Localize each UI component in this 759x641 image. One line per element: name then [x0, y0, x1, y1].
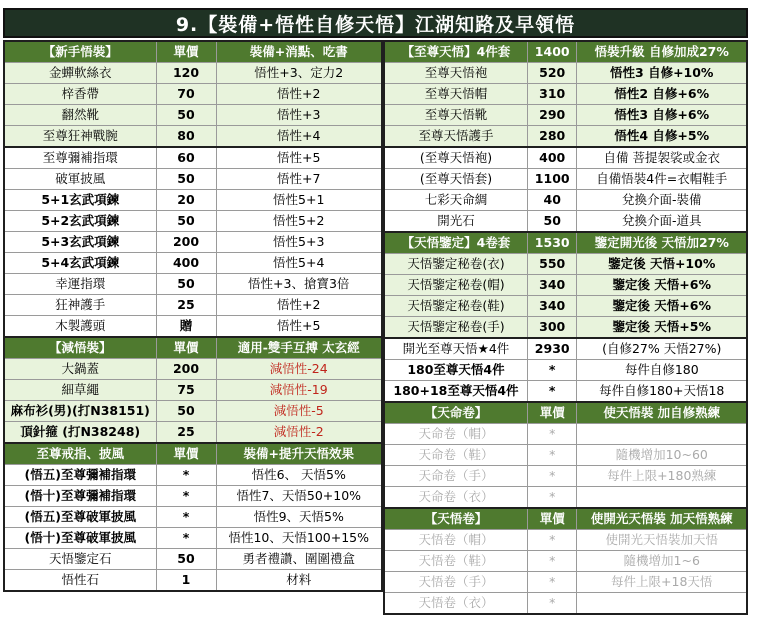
item-name-cell[interactable]: 金蟬軟絲衣 — [4, 63, 156, 84]
price-cell[interactable]: 280 — [527, 126, 577, 148]
price-cell[interactable]: 1 — [156, 570, 216, 592]
price-cell[interactable]: * — [527, 551, 577, 572]
table-row — [384, 105, 747, 126]
item-name-cell[interactable]: 頂針箍 (打N38248) — [4, 422, 156, 444]
price-cell[interactable]: 550 — [527, 254, 577, 275]
effect-cell[interactable]: 悟性4 自修+5% — [577, 126, 747, 148]
effect-cell[interactable]: 兌換介面-裝備 — [577, 190, 747, 211]
price-cell[interactable]: 1100 — [527, 169, 577, 190]
effect-cell[interactable]: 悟性10、天悟100+15% — [216, 528, 382, 549]
item-name-cell[interactable]: 七彩天命綢 — [384, 190, 527, 211]
price-cell[interactable]: 50 — [527, 211, 577, 233]
effect-cell[interactable]: 悟性+5 — [216, 147, 382, 169]
table-row — [4, 147, 382, 169]
header-cell[interactable]: 單價 — [156, 337, 216, 359]
item-name-cell[interactable]: 天悟卷（衣） — [384, 593, 527, 615]
section-header — [4, 443, 382, 465]
price-cell[interactable]: 75 — [156, 380, 216, 401]
header-cell[interactable]: 單價 — [156, 41, 216, 63]
effect-cell[interactable]: 使開光天悟裝加天悟 — [577, 530, 747, 551]
price-cell[interactable]: * — [527, 466, 577, 487]
effect-cell[interactable]: 悟性+2 — [216, 295, 382, 316]
table-row — [4, 486, 382, 507]
price-cell[interactable]: 400 — [156, 253, 216, 274]
effect-cell[interactable]: 悟性5+1 — [216, 190, 382, 211]
effect-cell[interactable]: 兌換介面-道具 — [577, 211, 747, 233]
item-name-cell[interactable]: (悟十)至尊破軍披風 — [4, 528, 156, 549]
table-row — [4, 295, 382, 316]
table-row — [4, 401, 382, 422]
effect-cell[interactable]: 每件自修180+天悟18 — [577, 381, 747, 403]
header-cell[interactable]: 單價 — [156, 443, 216, 465]
price-cell[interactable]: * — [156, 507, 216, 528]
effect-cell[interactable]: 悟性6、 天悟5% — [216, 465, 382, 486]
item-name-cell[interactable]: 天悟卷（鞋） — [384, 551, 527, 572]
table-row — [384, 572, 747, 593]
table-row — [384, 381, 747, 403]
table-row — [384, 593, 747, 615]
price-cell[interactable]: 200 — [156, 232, 216, 253]
price-cell[interactable]: * — [527, 530, 577, 551]
item-name-cell[interactable]: 天悟鑒定秘卷(手) — [384, 317, 527, 339]
effect-cell[interactable]: 悟性3 自修+10% — [577, 63, 747, 84]
item-name-cell[interactable]: 幸運指環 — [4, 274, 156, 295]
item-name-cell[interactable]: (至尊天悟套) — [384, 169, 527, 190]
price-cell[interactable]: 2930 — [527, 338, 577, 360]
table-row — [4, 549, 382, 570]
effect-cell[interactable]: 悟性7、天悟50+10% — [216, 486, 382, 507]
left-price-table — [3, 40, 383, 592]
price-cell[interactable]: * — [527, 487, 577, 509]
table-row — [4, 380, 382, 401]
price-cell[interactable]: 400 — [527, 147, 577, 169]
effect-cell[interactable]: 鑒定後 天悟+10% — [577, 254, 747, 275]
price-cell[interactable]: * — [527, 445, 577, 466]
price-cell[interactable]: 120 — [156, 63, 216, 84]
price-cell[interactable]: 25 — [156, 295, 216, 316]
table-row — [4, 105, 382, 126]
table-row — [384, 126, 747, 148]
table-row — [384, 211, 747, 233]
table-row — [4, 126, 382, 148]
sheet-title: 9.【裝備+悟性自修天悟】江湖知路及早領悟 — [3, 8, 748, 38]
table-row — [384, 254, 747, 275]
price-cell[interactable]: 80 — [156, 126, 216, 148]
header-cell[interactable]: 悟裝升級 自修加成27% — [577, 41, 747, 63]
effect-cell[interactable]: 悟性5+3 — [216, 232, 382, 253]
right-price-table — [383, 40, 748, 615]
effect-cell[interactable]: 悟性2 自修+6% — [577, 84, 747, 105]
item-name-cell[interactable]: 天悟卷（手） — [384, 572, 527, 593]
price-cell[interactable]: 340 — [527, 275, 577, 296]
effect-cell[interactable]: 悟性+3、搶寶3倍 — [216, 274, 382, 295]
table-row — [384, 296, 747, 317]
table-row — [4, 316, 382, 338]
table-row — [384, 190, 747, 211]
item-name-cell[interactable]: 至尊狂神戰腕 — [4, 126, 156, 148]
price-cell[interactable]: 20 — [156, 190, 216, 211]
effect-cell[interactable]: 悟性5+4 — [216, 253, 382, 274]
table-row — [384, 487, 747, 509]
table-row — [4, 63, 382, 84]
table-row — [384, 360, 747, 381]
effect-cell[interactable]: 勇者禮讚、圍圍禮盒 — [216, 549, 382, 570]
price-cell[interactable]: * — [156, 465, 216, 486]
price-cell[interactable]: * — [527, 424, 577, 445]
spreadsheet — [3, 8, 748, 614]
header-cell[interactable]: 至尊戒指、披風 — [4, 443, 156, 465]
effect-cell[interactable]: 悟性+3、定力2 — [216, 63, 382, 84]
effect-cell[interactable]: 材料 — [216, 570, 382, 592]
header-cell[interactable]: 使天悟裝 加自修熟練 — [577, 402, 747, 424]
effect-cell[interactable]: 悟性5+2 — [216, 211, 382, 232]
header-cell[interactable]: 【天命卷】 — [384, 402, 527, 424]
item-name-cell[interactable]: 木製護頭 — [4, 316, 156, 338]
header-cell[interactable]: 1530 — [527, 232, 577, 254]
item-name-cell[interactable]: 開光至尊天悟★4件 — [384, 338, 527, 360]
price-cell[interactable]: 40 — [527, 190, 577, 211]
price-cell[interactable]: 310 — [527, 84, 577, 105]
price-cell[interactable]: 60 — [156, 147, 216, 169]
table-row — [384, 551, 747, 572]
item-name-cell[interactable]: 破軍披風 — [4, 169, 156, 190]
effect-cell[interactable]: 鑒定後 天悟+6% — [577, 296, 747, 317]
item-name-cell[interactable]: 天悟鑒定秘卷(帽) — [384, 275, 527, 296]
effect-cell[interactable]: (自修27% 天悟27%) — [577, 338, 747, 360]
effect-cell[interactable]: 每件上限+180熟練 — [577, 466, 747, 487]
table-row — [4, 359, 382, 380]
effect-cell[interactable]: 鑒定後 天悟+6% — [577, 275, 747, 296]
header-cell[interactable]: 裝備+消點、吃書 — [216, 41, 382, 63]
table-row — [4, 169, 382, 190]
effect-cell[interactable]: 每件上限+18天悟 — [577, 572, 747, 593]
header-cell[interactable]: 【天悟卷】 — [384, 508, 527, 530]
header-cell[interactable]: 【減悟裝】 — [4, 337, 156, 359]
price-cell[interactable]: 340 — [527, 296, 577, 317]
right-panel — [383, 40, 748, 615]
effect-cell[interactable]: 減悟性-24 — [216, 359, 382, 380]
table-row — [4, 570, 382, 592]
header-cell[interactable]: 適用-雙手互搏 太玄經 — [216, 337, 382, 359]
effect-cell[interactable] — [577, 424, 747, 445]
item-name-cell[interactable]: (悟五)至尊破軍披風 — [4, 507, 156, 528]
section-header — [384, 232, 747, 254]
effect-cell[interactable]: 悟性+2 — [216, 84, 382, 105]
price-cell[interactable]: * — [156, 528, 216, 549]
item-name-cell[interactable]: 天命卷（手） — [384, 466, 527, 487]
effect-cell[interactable]: 隨機增加10~60 — [577, 445, 747, 466]
effect-cell[interactable]: 悟性+5 — [216, 316, 382, 338]
header-cell[interactable]: 【天悟鑒定】4卷套 — [384, 232, 527, 254]
header-cell[interactable]: 使開光天悟裝 加天悟熟練 — [577, 508, 747, 530]
item-name-cell[interactable]: 悟性石 — [4, 570, 156, 592]
item-name-cell[interactable]: 至尊彌補指環 — [4, 147, 156, 169]
table-row — [4, 253, 382, 274]
table-row — [384, 63, 747, 84]
item-name-cell[interactable]: 麻布衫(男)(打N38151) — [4, 401, 156, 422]
effect-cell[interactable]: 減悟性-5 — [216, 401, 382, 422]
effect-cell[interactable] — [577, 487, 747, 509]
item-name-cell[interactable]: (至尊天悟袍) — [384, 147, 527, 169]
item-name-cell[interactable]: 細草繩 — [4, 380, 156, 401]
effect-cell[interactable]: 每件自修180 — [577, 360, 747, 381]
item-name-cell[interactable]: 天悟鑒定石 — [4, 549, 156, 570]
table-row — [384, 445, 747, 466]
price-cell[interactable]: 50 — [156, 169, 216, 190]
price-cell[interactable]: * — [527, 381, 577, 403]
effect-cell[interactable]: 鑒定後 天悟+5% — [577, 317, 747, 339]
price-cell[interactable]: 50 — [156, 105, 216, 126]
section-header — [4, 337, 382, 359]
effect-cell[interactable]: 悟性3 自修+6% — [577, 105, 747, 126]
left-panel — [3, 40, 383, 592]
price-cell[interactable]: 300 — [527, 317, 577, 339]
item-name-cell[interactable]: 5+1玄武項鍊 — [4, 190, 156, 211]
price-cell[interactable]: 50 — [156, 549, 216, 570]
price-cell[interactable]: * — [156, 486, 216, 507]
header-cell[interactable]: 1400 — [527, 41, 577, 63]
item-name-cell[interactable]: 開光石 — [384, 211, 527, 233]
table-row — [384, 147, 747, 169]
table-row — [384, 169, 747, 190]
effect-cell[interactable]: 減悟性-2 — [216, 422, 382, 444]
section-header — [384, 508, 747, 530]
item-name-cell[interactable]: 180+18至尊天悟4件 — [384, 381, 527, 403]
item-name-cell[interactable]: 至尊天悟袍 — [384, 63, 527, 84]
header-cell[interactable]: 鑒定開光後 天悟加27% — [577, 232, 747, 254]
price-cell[interactable]: 贈 — [156, 316, 216, 338]
effect-cell[interactable]: 悟性+7 — [216, 169, 382, 190]
table-row — [384, 275, 747, 296]
effect-cell[interactable]: 悟性+4 — [216, 126, 382, 148]
effect-cell[interactable]: 悟性9、天悟5% — [216, 507, 382, 528]
table-row — [4, 528, 382, 549]
header-cell[interactable]: 【新手悟裝】 — [4, 41, 156, 63]
table-row — [4, 84, 382, 105]
item-name-cell[interactable]: 5+4玄武項鍊 — [4, 253, 156, 274]
effect-cell[interactable]: 減悟性-19 — [216, 380, 382, 401]
table-row — [4, 507, 382, 528]
item-name-cell[interactable]: 天悟鑒定秘卷(鞋) — [384, 296, 527, 317]
effect-cell[interactable]: 悟性+3 — [216, 105, 382, 126]
section-header — [4, 41, 382, 63]
table-row — [4, 422, 382, 444]
effect-cell[interactable]: 隨機增加1~6 — [577, 551, 747, 572]
price-cell[interactable]: 50 — [156, 401, 216, 422]
table-row — [384, 530, 747, 551]
item-name-cell[interactable]: 翻然靴 — [4, 105, 156, 126]
item-name-cell[interactable]: 天悟鑒定秘卷(衣) — [384, 254, 527, 275]
header-cell[interactable]: 單價 — [527, 402, 577, 424]
section-header — [384, 402, 747, 424]
price-cell[interactable]: 290 — [527, 105, 577, 126]
price-cell[interactable]: 50 — [156, 274, 216, 295]
price-cell[interactable]: 200 — [156, 359, 216, 380]
item-name-cell[interactable]: 梓香帶 — [4, 84, 156, 105]
item-name-cell[interactable]: (悟五)至尊彌補指環 — [4, 465, 156, 486]
price-cell[interactable]: 70 — [156, 84, 216, 105]
price-cell[interactable]: * — [527, 572, 577, 593]
item-name-cell[interactable]: 至尊天悟護手 — [384, 126, 527, 148]
item-name-cell[interactable]: 180至尊天悟4件 — [384, 360, 527, 381]
table-row — [384, 424, 747, 445]
price-cell[interactable]: * — [527, 593, 577, 615]
item-name-cell[interactable]: 天悟卷（帽） — [384, 530, 527, 551]
table-row — [384, 84, 747, 105]
table-row — [4, 232, 382, 253]
table-row — [4, 274, 382, 295]
price-cell[interactable]: * — [527, 360, 577, 381]
header-cell[interactable]: 【至尊天悟】4件套 — [384, 41, 527, 63]
section-header — [384, 41, 747, 63]
table-row — [384, 317, 747, 339]
item-name-cell[interactable]: 至尊天悟帽 — [384, 84, 527, 105]
item-name-cell[interactable]: (悟十)至尊彌補指環 — [4, 486, 156, 507]
table-row — [384, 466, 747, 487]
effect-cell[interactable]: 自備悟裝4件=衣帽鞋手 — [577, 169, 747, 190]
header-cell[interactable]: 單價 — [527, 508, 577, 530]
item-name-cell[interactable]: 5+3玄武項鍊 — [4, 232, 156, 253]
table-row — [4, 211, 382, 232]
item-name-cell[interactable]: 大鍋蓋 — [4, 359, 156, 380]
item-name-cell[interactable]: 天命卷（鞋） — [384, 445, 527, 466]
item-name-cell[interactable]: 5+2玄武項鍊 — [4, 211, 156, 232]
table-row — [4, 465, 382, 486]
item-name-cell[interactable]: 至尊天悟靴 — [384, 105, 527, 126]
item-name-cell[interactable]: 狂神護手 — [4, 295, 156, 316]
table-row — [4, 190, 382, 211]
price-cell[interactable]: 25 — [156, 422, 216, 444]
header-cell[interactable]: 裝備+提升天悟效果 — [216, 443, 382, 465]
item-name-cell[interactable]: 天命卷（衣） — [384, 487, 527, 509]
price-cell[interactable]: 50 — [156, 211, 216, 232]
item-name-cell[interactable]: 天命卷（帽） — [384, 424, 527, 445]
effect-cell[interactable] — [577, 593, 747, 615]
price-cell[interactable]: 520 — [527, 63, 577, 84]
table-row — [384, 338, 747, 360]
effect-cell[interactable]: 自備 菩提袈裟或金衣 — [577, 147, 747, 169]
